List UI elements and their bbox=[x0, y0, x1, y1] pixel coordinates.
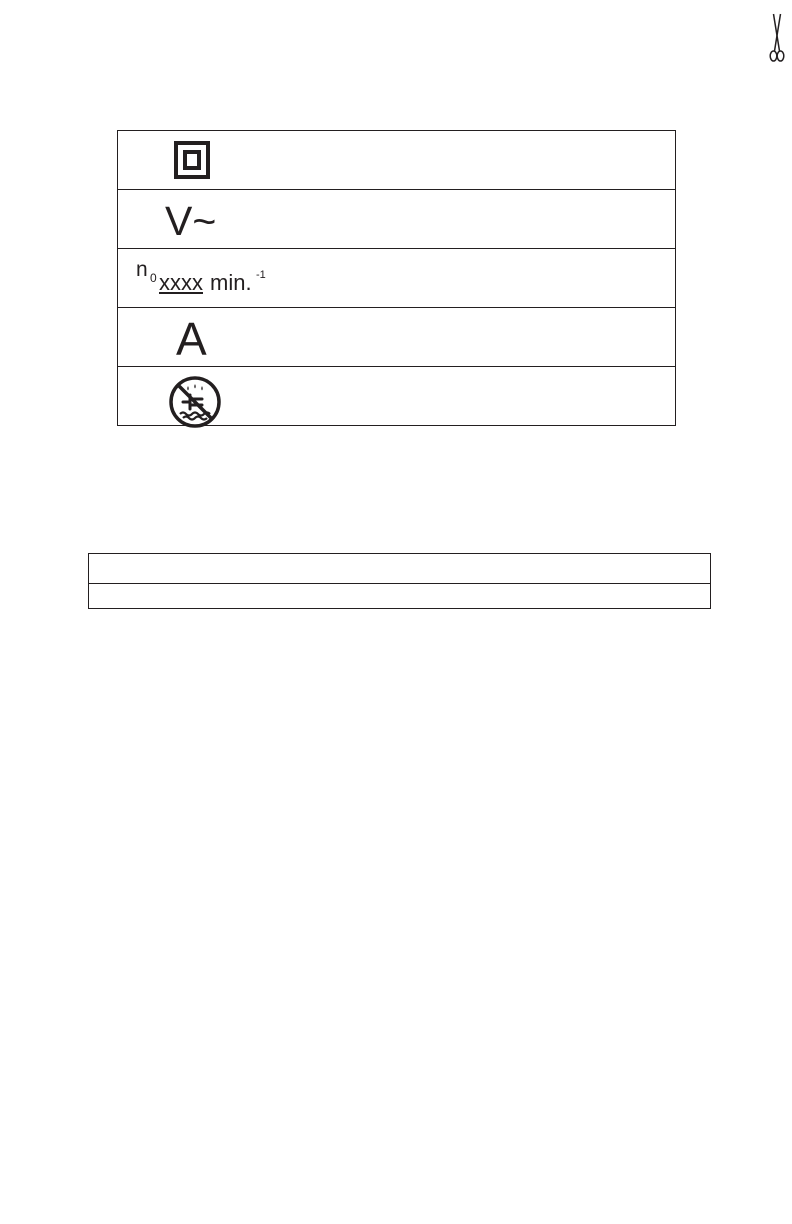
symbol-table bbox=[117, 130, 676, 426]
symbol-row bbox=[118, 249, 676, 308]
symbol-cell bbox=[118, 190, 676, 249]
table-cell bbox=[89, 554, 711, 584]
speed-symbol-subscript: 0 bbox=[150, 271, 157, 285]
no-load-speed-symbol bbox=[136, 257, 336, 305]
scissors-icon bbox=[769, 12, 785, 62]
symbol-cell bbox=[118, 131, 676, 190]
voltage-symbol: V~ bbox=[165, 198, 217, 244]
symbol-cell bbox=[118, 308, 676, 367]
symbol-cell bbox=[118, 249, 676, 308]
table-cell bbox=[89, 584, 711, 609]
double-insulation-icon bbox=[174, 141, 210, 179]
table-row bbox=[89, 584, 711, 609]
amperage-symbol: A bbox=[176, 313, 207, 365]
symbol-row bbox=[118, 131, 676, 190]
symbol-row bbox=[118, 190, 676, 249]
do-not-expose-to-water-icon bbox=[168, 375, 222, 429]
speed-unit: min. bbox=[210, 270, 252, 295]
speed-symbol-n: n bbox=[136, 258, 148, 281]
speed-value: xxxx bbox=[159, 270, 203, 295]
speed-unit-exponent: -1 bbox=[256, 269, 266, 281]
symbol-cell bbox=[118, 367, 676, 426]
blank-table bbox=[88, 553, 711, 609]
symbol-row bbox=[118, 367, 676, 426]
table-row bbox=[89, 554, 711, 584]
symbol-row bbox=[118, 308, 676, 367]
